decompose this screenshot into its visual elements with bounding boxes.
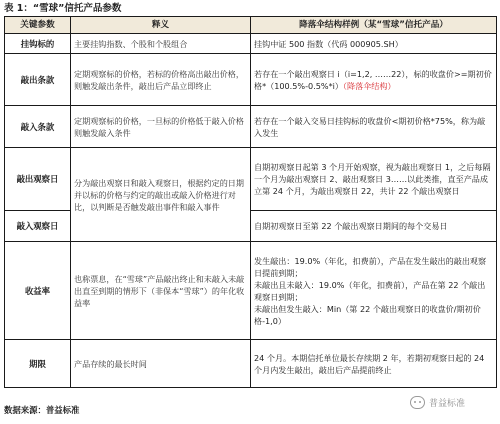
- row-definition: 也称票息，在“雪球”产品敲出终止和未敲入未敲出直至到期的情形下（非保本“雪球”）的年化收益率: [71, 242, 251, 340]
- row-definition: 产品存续的最长时间: [71, 340, 251, 388]
- row-definition: 分为敲出观察日和敲入观察日，根据约定的日期并以标的价格与约定的敲出或敲入价格进行对比，以判断是否触发敲出事件和敲入事件: [71, 148, 251, 242]
- watermark-text: 普益标准: [429, 399, 466, 409]
- row-key: 挂钩标的: [5, 34, 71, 54]
- row-key: 期限: [5, 340, 71, 388]
- row-key: 敲出观察日: [5, 148, 71, 211]
- data-source-note: 数据来源：普益标准: [4, 405, 80, 415]
- example-line: 24 个月。本期信托单位最长存续期 2 年，若期初观察日起的 24 个月内发生敲出，敲出后产品提前终止: [254, 352, 485, 375]
- table-row: [5, 34, 497, 54]
- row-example: [251, 242, 497, 340]
- row-example: [251, 211, 497, 242]
- wechat-icon: [410, 396, 425, 409]
- row-definition: 定期观察标的价格，若标的价格高出敲出价格，则触发敲出条件，敲出后产品立即终止: [71, 54, 251, 106]
- table-row: [5, 148, 497, 211]
- row-key: 收益率: [5, 242, 71, 340]
- example-line: 自期初观察日至第 22 个敲出观察日期间的每个交易日: [254, 221, 448, 231]
- row-definition: 主要挂钩指数、个股和个股组合: [71, 34, 251, 54]
- example-line: 自期初观察日起第 3 个月开始观察，视为敲出观察日 1，之后每隔一个月为敲出观察日 2、敲出观察日 3……以此类推，直至产品成立第 24 个月，为敲出观察日 22，共计 22 个敲出观察日: [254, 162, 491, 196]
- table-row: [5, 340, 497, 388]
- table-row: [5, 106, 497, 148]
- header-example: 降落伞结构样例（某“雪球”信托产品）: [251, 17, 497, 34]
- example-line: 若存在一个敲入交易日挂钩标的收盘价<期初价格*75%，称为敲入发生: [254, 115, 486, 138]
- table-caption: 表 1：“雪球”信托产品参数: [4, 3, 122, 14]
- example-line: 若存在一个敲出观察日 i（i=1,2, ……22），标的收盘价>=期初价格*（100.5%-0.5%*i）: [254, 68, 492, 91]
- header-key-param: 关键参数: [5, 17, 71, 34]
- table-row: [5, 54, 497, 106]
- example-line: 未敲出且未敲入：19.0%（年化，扣费前），产品在第 22 个敲出观察日到期；: [254, 279, 486, 302]
- watermark: [410, 396, 465, 409]
- row-key: 敲入观察日: [5, 211, 71, 242]
- product-parameter-table: [4, 16, 497, 388]
- example-line: 发生敲出：19.0%（年化，扣费前），产品在发生敲出的敲出观察日提前到期；: [254, 255, 487, 278]
- row-example: [251, 54, 497, 106]
- example-line: 未敲出但发生敲入：Min（第 22 个敲出观察日的收盘价/期初价格-1,0）: [254, 303, 481, 326]
- row-definition: 定期观察标的价格，一旦标的价格低于敲入价格则触发敲入条件: [71, 106, 251, 148]
- parachute-structure-note: （降落伞结构）: [342, 80, 396, 91]
- example-line: 挂钩中证 500 指数（代码 000905.SH）: [254, 38, 403, 49]
- table-row: [5, 242, 497, 340]
- header-definition: 释义: [71, 17, 251, 34]
- row-example: [251, 340, 497, 388]
- row-example: [251, 106, 497, 148]
- row-key: 敲入条款: [5, 106, 71, 148]
- table-header-row: [5, 17, 497, 34]
- row-example: [251, 34, 497, 54]
- row-example: [251, 148, 497, 211]
- row-key: 敲出条款: [5, 54, 71, 106]
